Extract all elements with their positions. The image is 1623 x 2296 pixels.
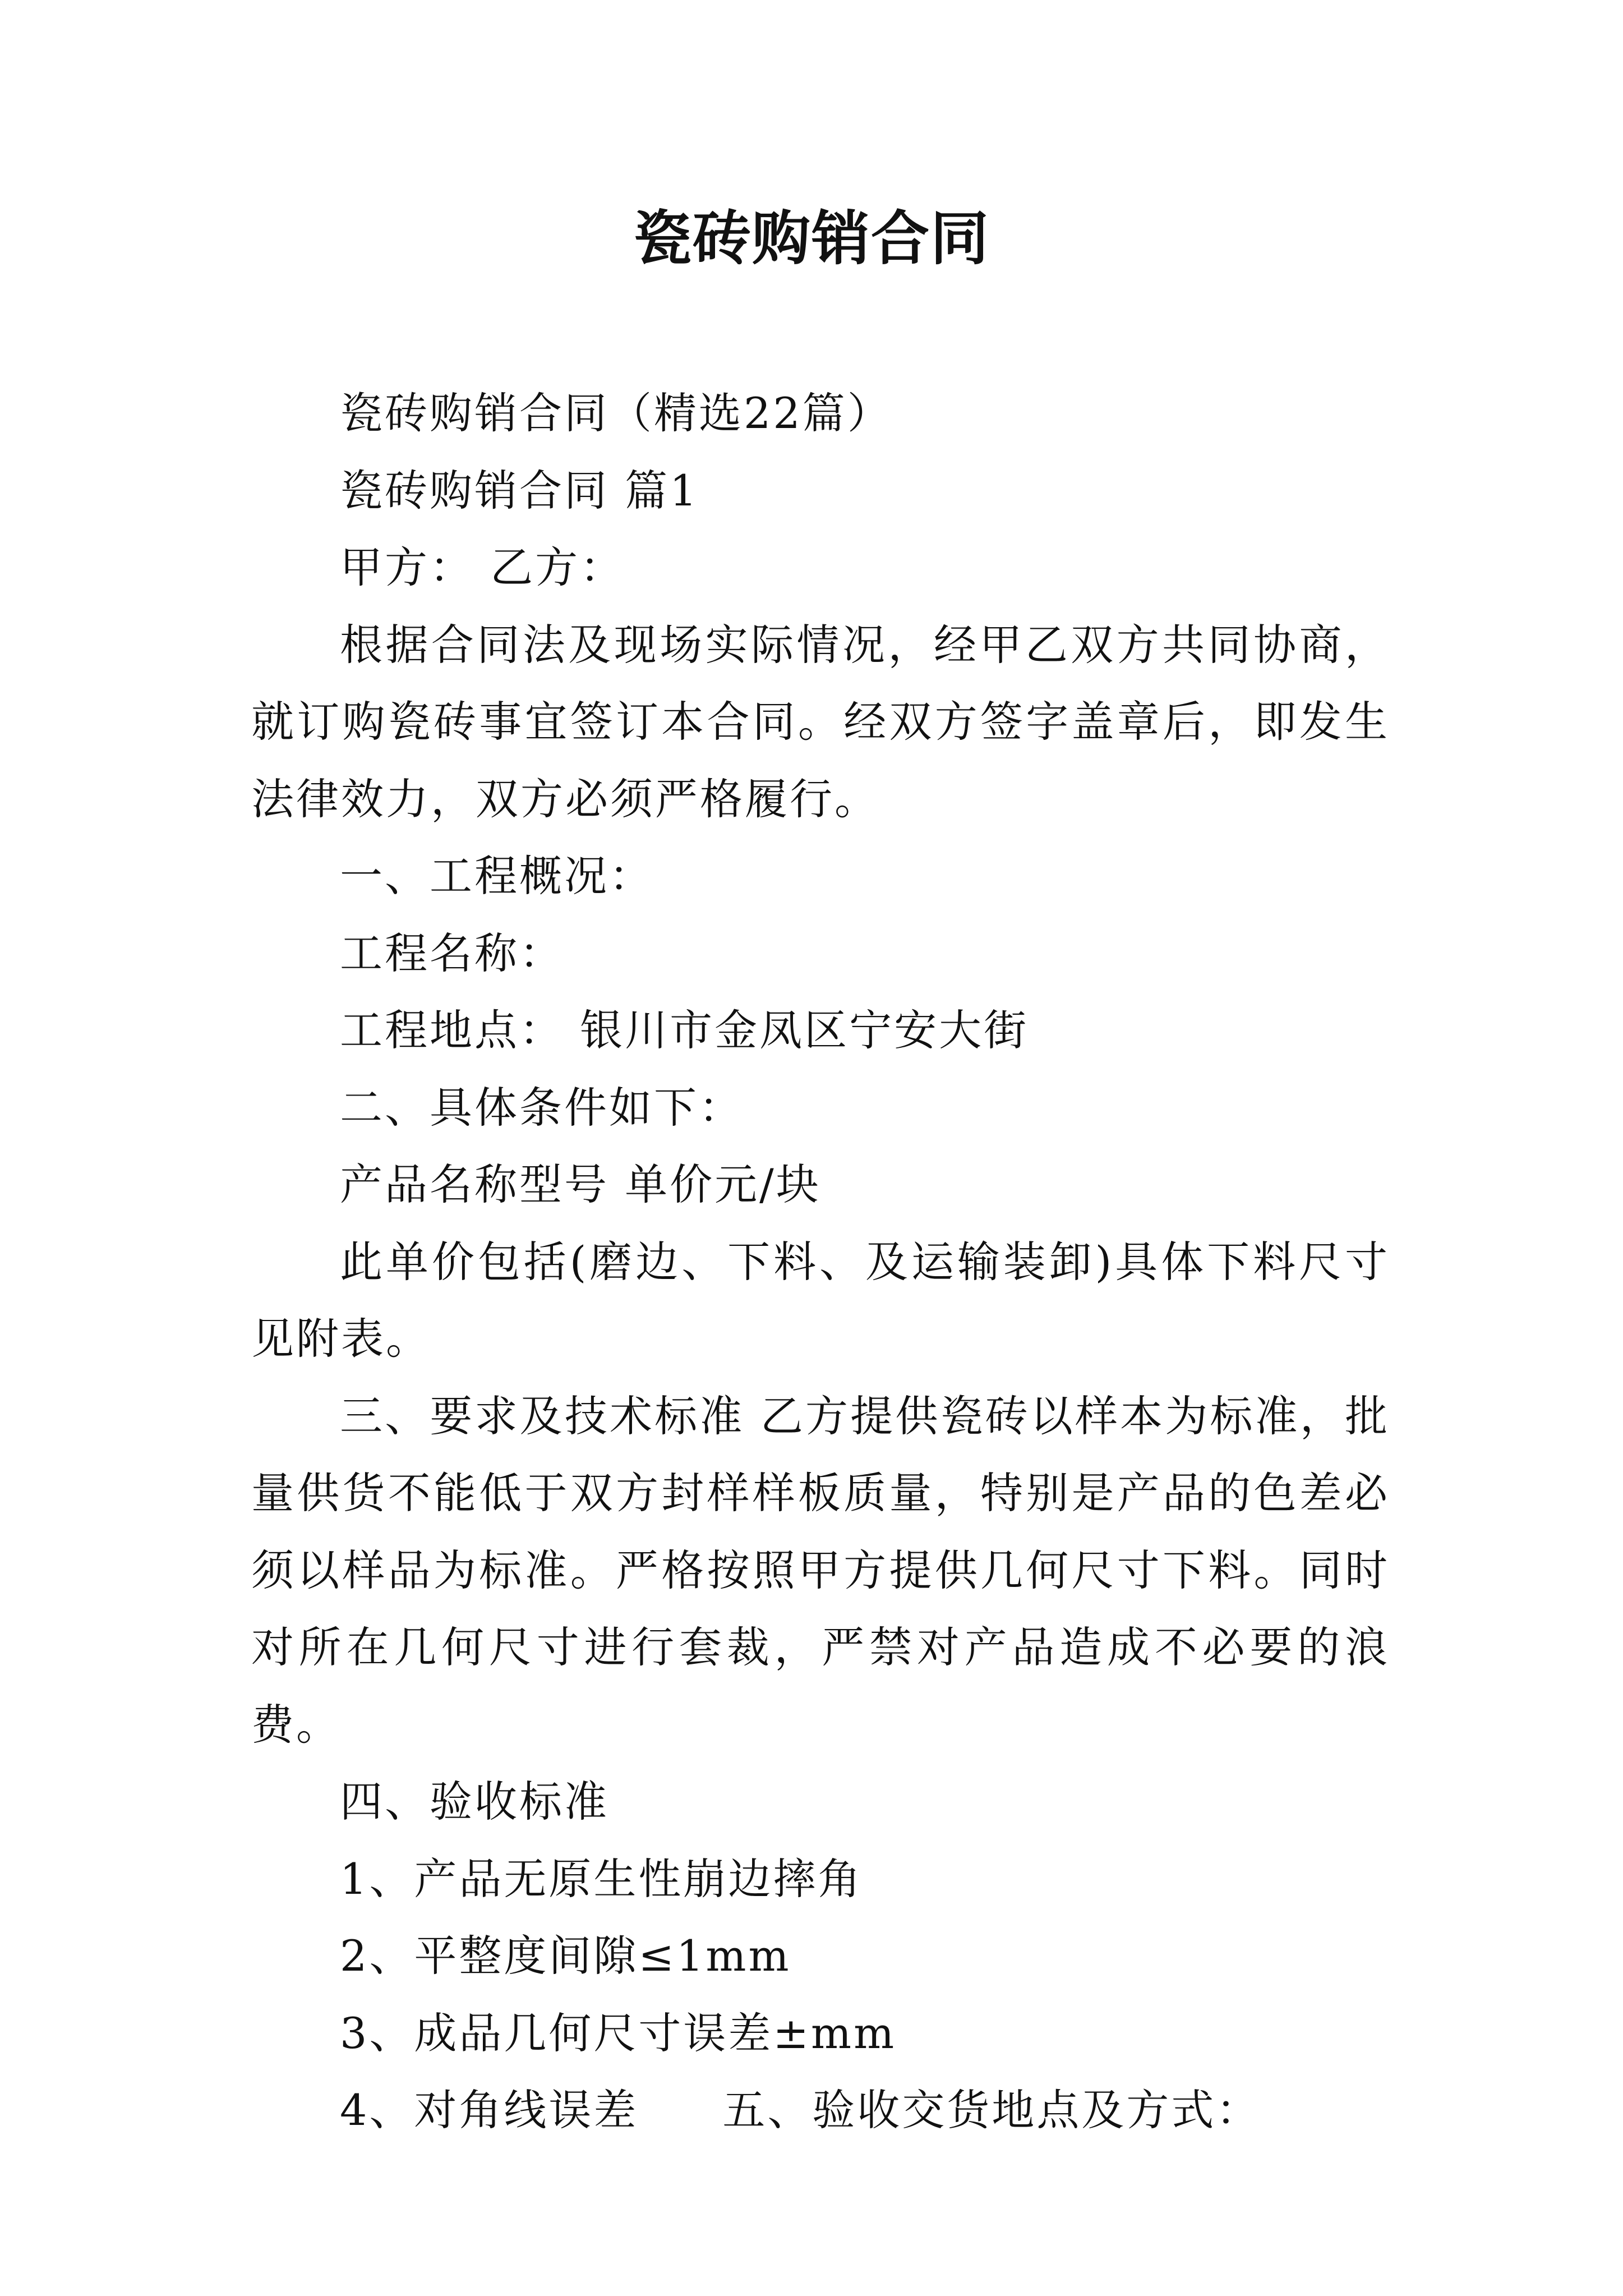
paragraph-clause-2-heading: 二、具体条件如下：	[340, 1082, 744, 1133]
paragraph-project-name: 工程名称：	[340, 928, 564, 978]
paragraph-standard-2: 2、平整度间隙≤1mm	[340, 1931, 791, 1981]
paragraph-standard-1: 1、产品无原生性崩边摔角	[340, 1853, 863, 1904]
paragraph-preamble: 根据合同法及现场实际情况，经甲乙双方共同协商，就订购瓷砖事宜签订本合同。经双方签字盖章后，即发生法律效力，双方必须严格履行。	[251, 619, 1390, 824]
document-title: 瓷砖购销合同	[633, 204, 990, 273]
paragraph-clause-3: 三、要求及技术标准 乙方提供瓷砖以样本为标准，批量供货不能低于双方封样样板质量，特别是产品的色差必须以样品为标准。严格按照甲方提供几何尺寸下料。同时对所在几何尺寸进行套裁，严禁对产品造成不必要的浪费。	[251, 1391, 1390, 1750]
paragraph-last-line	[251, 2072, 1390, 2149]
paragraph-clause-4-heading: 四、验收标准	[340, 1777, 609, 1826]
paragraph-project-location: 工程地点： 银川市金凤区宁安大街	[340, 1005, 1029, 1055]
paragraph-subtitle: 瓷砖购销合同（精选22篇）	[340, 388, 892, 438]
clause-5-heading: 五、验收交货地点及方式：	[722, 2085, 1261, 2135]
paragraph-section-heading: 瓷砖购销合同 篇1	[340, 465, 699, 516]
paragraph-parties: 甲方： 乙方：	[340, 542, 625, 592]
paragraph-clause-1-heading: 一、工程概况：	[340, 851, 654, 901]
document-body	[251, 375, 1390, 2149]
standard-4-text: 4、对角线误差	[340, 2085, 639, 2135]
paragraph-standard-3: 3、成品几何尺寸误差±mm	[340, 2008, 897, 2058]
paragraph-product-header: 产品名称型号 单价元/块	[340, 1159, 821, 1209]
paragraph-price-note: 此单价包括(磨边、下料、及运输装卸)具体下料尺寸见附表。	[251, 1236, 1390, 1364]
